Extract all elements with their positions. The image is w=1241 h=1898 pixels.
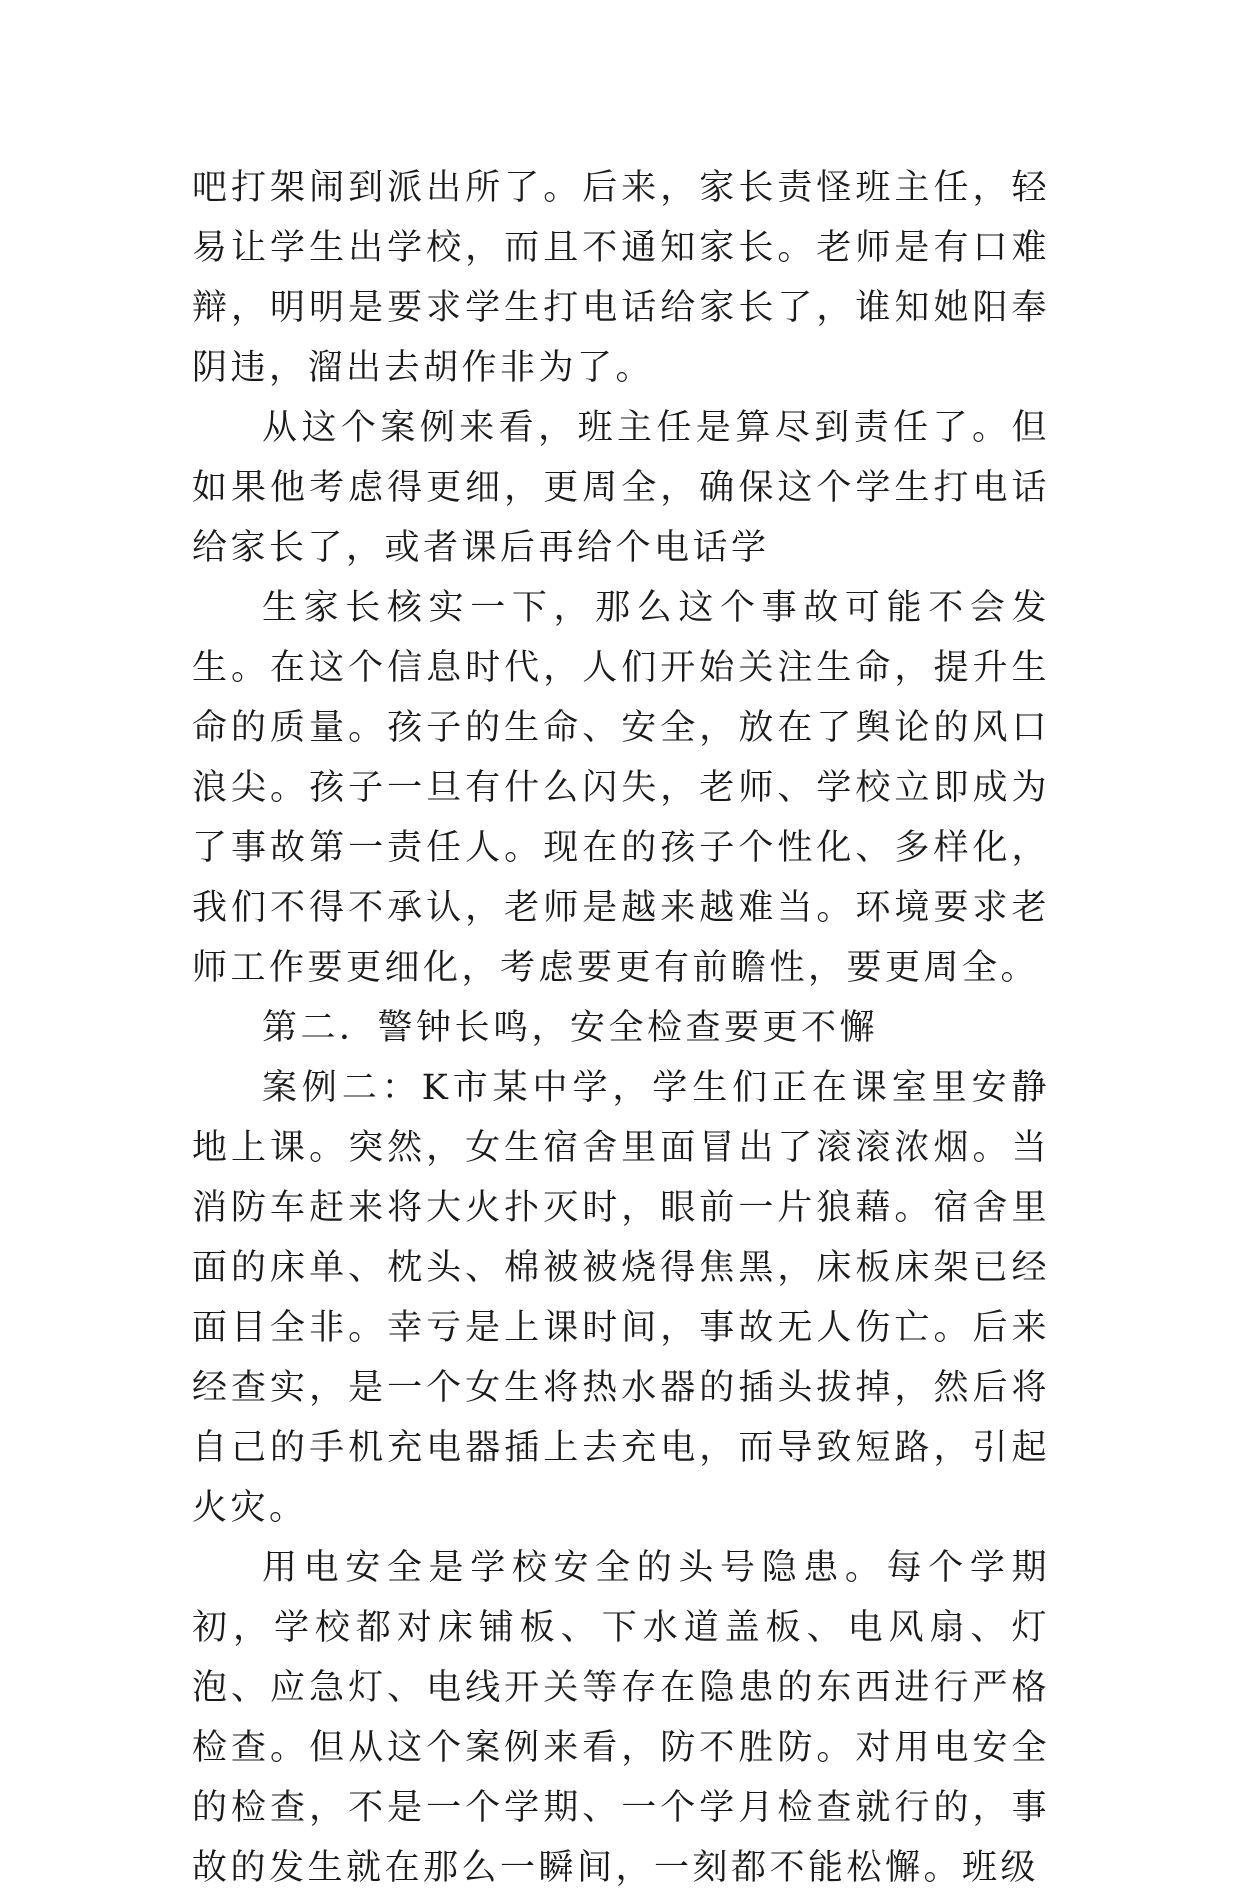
paragraph-1: 吧打架闹到派出所了。后来，家长责怪班主任，轻易让学生出学校，而且不通知家长。老师是有口难辩，明明是要求学生打电话给家长了，谁知她阳奉阴违，溜出去胡作非为了。 [192,168,1050,388]
paragraph-3: 生家长核实一下，那么这个事故可能不会发生。在这个信息时代，人们开始关注生命，提升生命的质量。孩子的生命、安全，放在了舆论的风口浪尖。孩子一旦有什么闪失，老师、学校立即成为了事故第一责任人。现在的孩子个性化、多样化，我们不得不承认，老师是越来越难当。环境要求老师工作要更细化，考虑要更有前瞻性，要更周全。 [192,588,1050,988]
section-heading: 第二．警钟长鸣，安全检查要更不懈 [262,1008,879,1048]
document-body [192,158,1050,1898]
paragraph-electric-safety: 用电安全是学校安全的头号隐患。每个学期初，学校都对床铺板、下水道盖板、电风扇、灯泡、应急灯、电线开关等存在隐患的东西进行严格检查。但从这个案例来看，防不胜防。对用电安全的检查，不是一个学期、一个学月检查就行的，事故的发生就在那么一瞬间，一刻都不能松懈。班级 [192,1548,1050,1888]
paragraph-2: 从这个案例来看，班主任是算尽到责任了。但如果他考虑得更细，更周全，确保这个学生打电话给家长了，或者课后再给个电话学 [192,408,1050,568]
paragraph-case-two: 案例二：K市某中学，学生们正在课室里安静地上课。突然，女生宿舍里面冒出了滚滚浓烟。当消防车赶来将大火扑灭时，眼前一片狼藉。宿舍里面的床单、枕头、棉被被烧得焦黑，床板床架已经面目全非。幸亏是上课时间，事故无人伤亡。后来经查实，是一个女生将热水器的插头拔掉，然后将自己的手机充电器插上去充电，而导致短路，引起火灾。 [192,1068,1050,1528]
